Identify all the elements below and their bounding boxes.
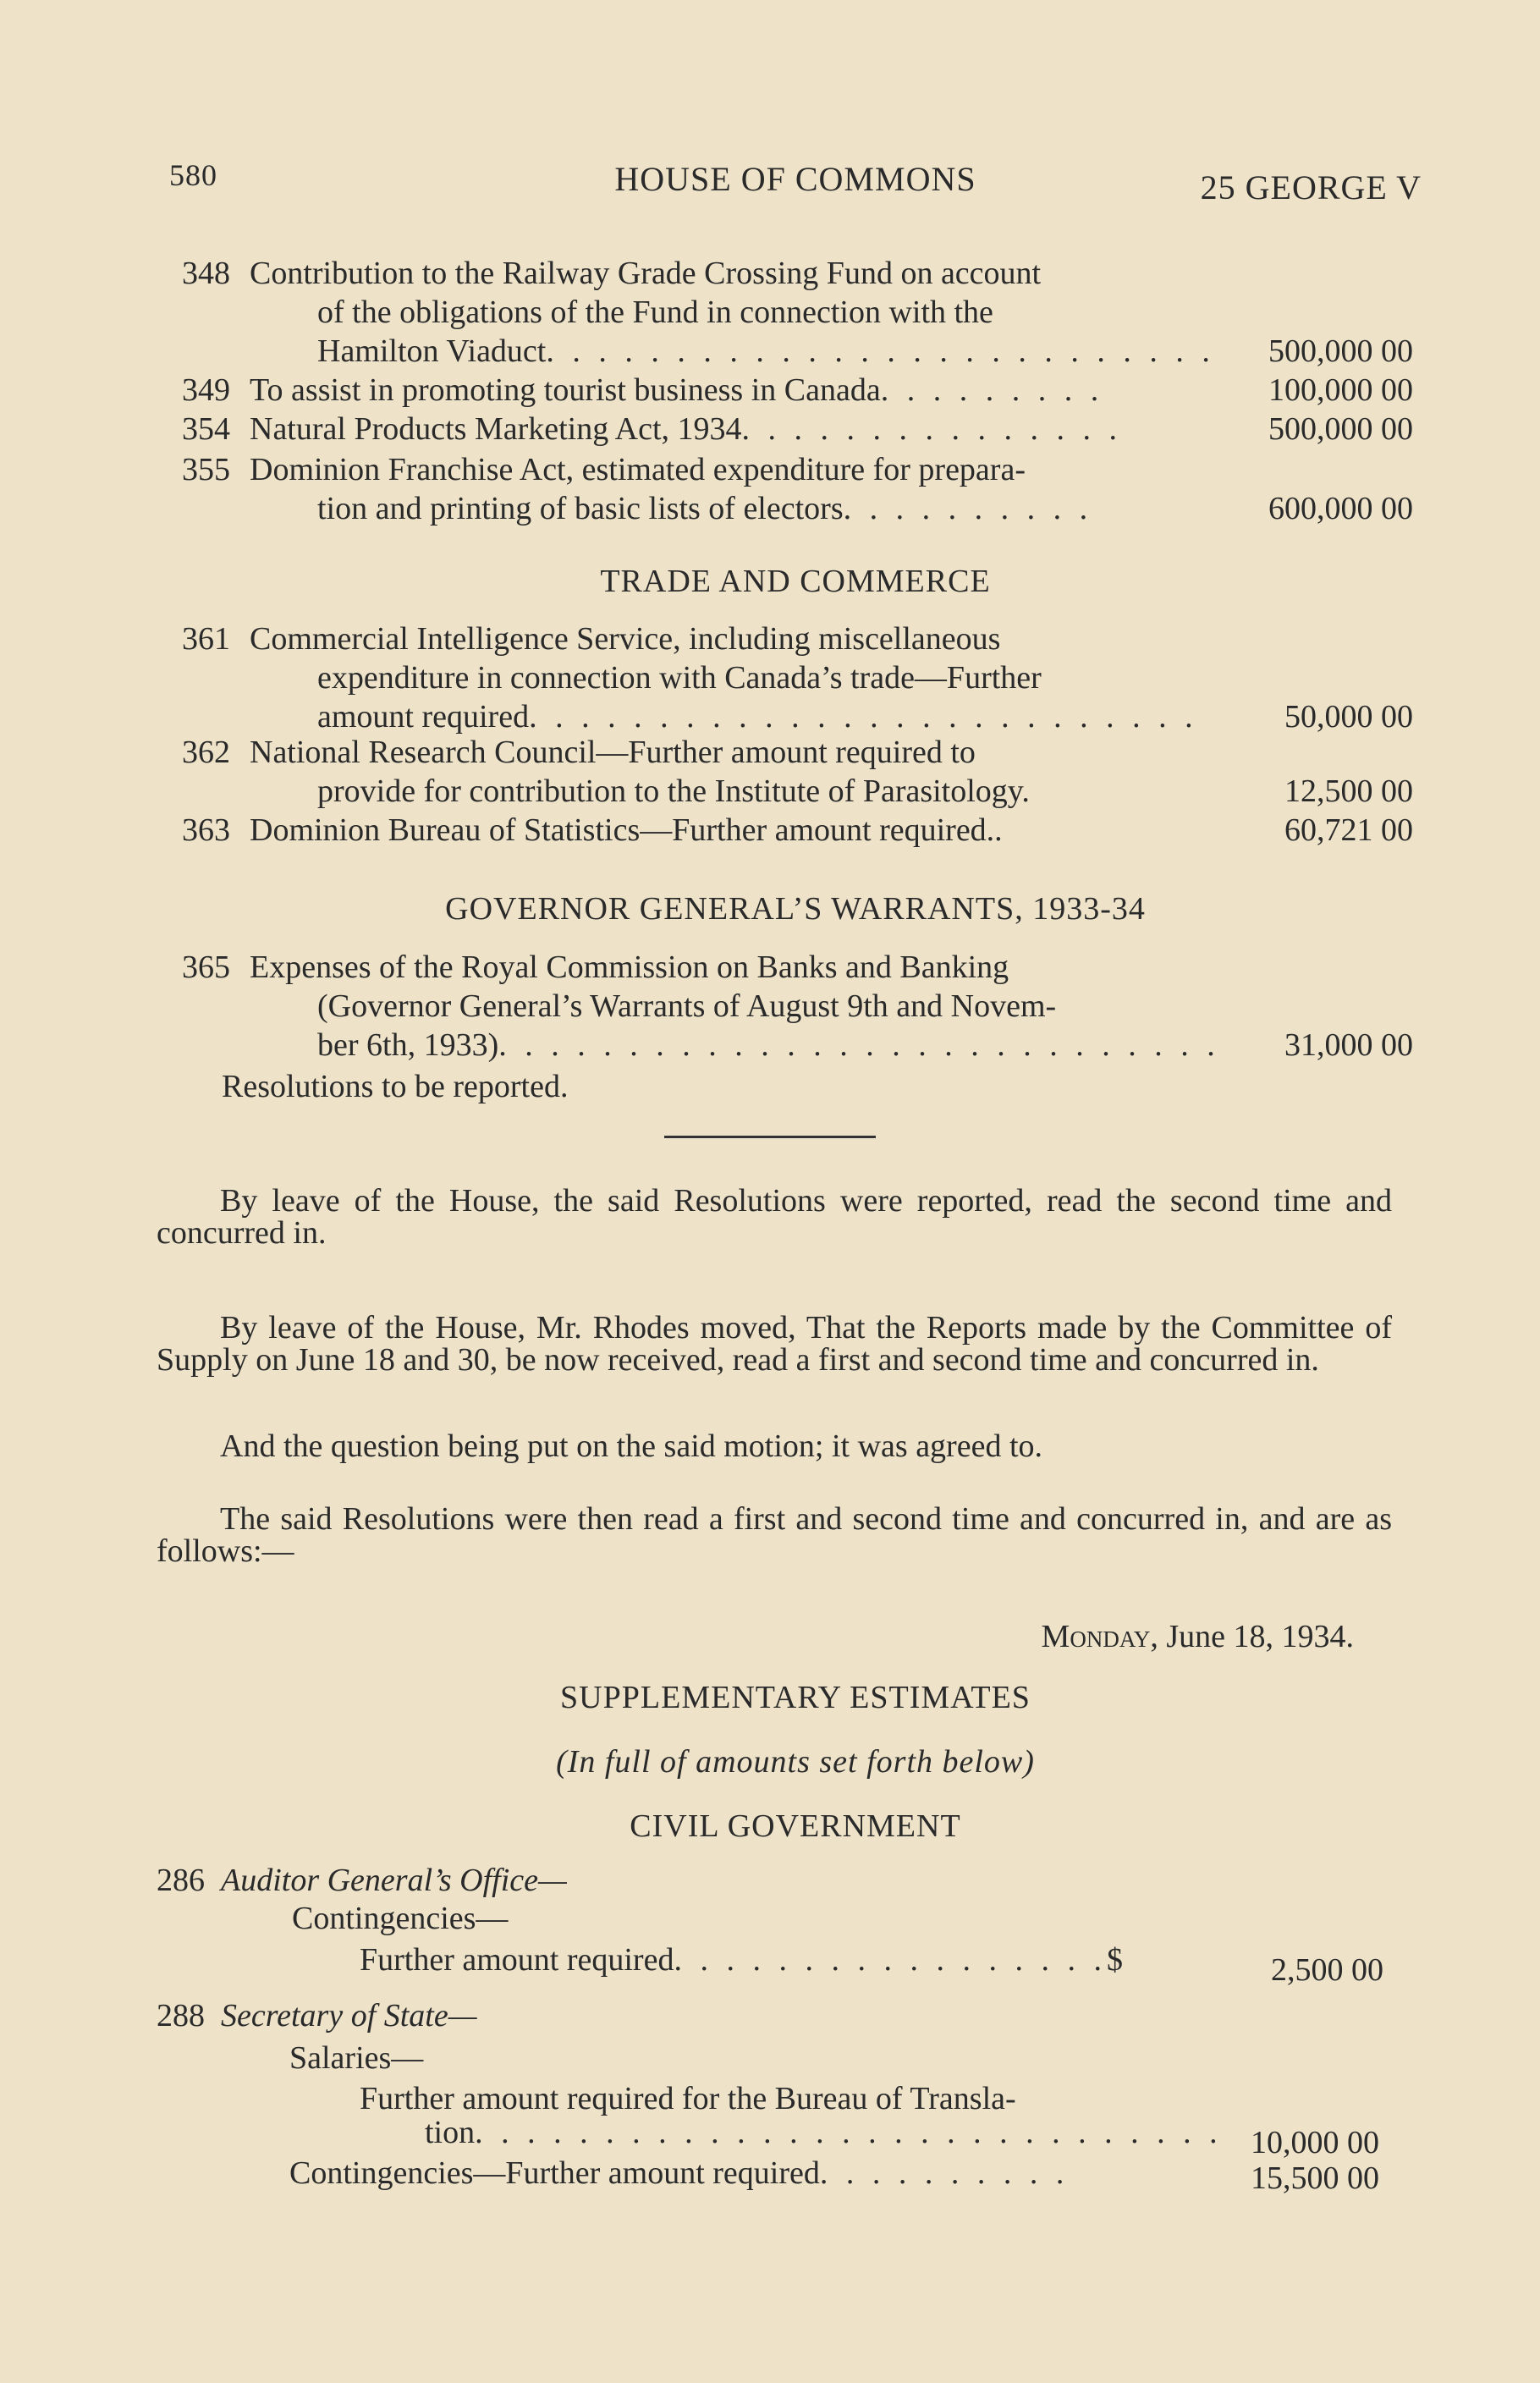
item-number: 363 <box>182 812 230 848</box>
estimate-item-361: 361 Commercial Intelligence Service, including miscellaneous expenditure in connection with Canada’s trade—Further amount required. . . . . . . . . . . . . . . . . . . . . . . . . . 50,000 00 <box>182 621 1413 735</box>
item-amount: 12,500 00 <box>1284 773 1413 809</box>
item-amount: 600,000 00 <box>1268 491 1413 526</box>
item-number: 349 <box>182 372 230 408</box>
item-line: Contribution to the Railway Grade Crossing Fund on account <box>250 256 1042 291</box>
subtitle-text: (In full of amounts set forth below) <box>556 1744 1035 1780</box>
item-amount: 50,000 00 <box>1284 699 1413 735</box>
item-line: To assist in promoting tourist business in Canada <box>250 372 881 408</box>
item-line: provide for contribution to the Institute of Parasitology. <box>317 773 1030 809</box>
civil-item-288 <box>157 1997 477 2034</box>
item-line: amount required <box>317 699 530 735</box>
resolutions-note: Resolutions to be reported. <box>222 1069 569 1104</box>
estimate-item-362 <box>182 733 1413 811</box>
section-heading-civil: CIVIL GOVERNMENT <box>630 1808 961 1844</box>
office-name: Auditor General’s Office— <box>221 1863 567 1898</box>
item-line: (Governor General’s Warrants of August 9th and Novem- <box>317 988 1057 1024</box>
paragraph-text: And the question being put on the said motion; it was agreed to. <box>220 1428 1043 1464</box>
item-line: of the obligations of the Fund in connection with the <box>317 294 993 330</box>
estimate-item-354: 354 Natural Products Marketing Act, 1934. . . . . . . . . . . . . . . 500,000 00 <box>182 411 1413 447</box>
civil-line: Further amount required for the Bureau of Transla- <box>360 2081 1016 2116</box>
item-amount: 2,500 00 <box>1271 1952 1383 1988</box>
item-line: ber 6th, 1933) <box>317 1027 499 1063</box>
section-heading-trade: TRADE AND COMMERCE <box>600 564 991 599</box>
estimate-item-355: 355 Dominion Franchise Act, estimated expenditure for prepara- tion and printing of basic lists of electors. . . . . . . . . . 600,000 00 <box>182 452 1413 526</box>
paragraph-4 <box>157 1503 1392 1567</box>
civil-line: tion. . . . . . . . . . . . . . . . . . . . . . . . . . . . . <box>425 2115 1223 2150</box>
paragraph-2 <box>157 1312 1392 1376</box>
item-amount: 10,000 00 <box>1251 2125 1379 2160</box>
estimate-item-363 <box>182 811 1413 850</box>
section-heading-warrants: GOVERNOR GENERAL’S WARRANTS, 1933-34 <box>445 891 1146 927</box>
supplementary-subtitle <box>169 1743 1422 1780</box>
item-number: 286 <box>157 1863 205 1898</box>
date-line <box>1042 1618 1354 1655</box>
item-amount: 500,000 00 <box>1268 333 1413 369</box>
estimate-item-365: 365 Expenses of the Royal Commission on Banks and Banking (Governor General’s Warrants of August 9th and Novem- ber 6th, 1933). . . . . . . . . . . . . . . . . . . . . . . . . . . . 31,000 00 <box>182 949 1413 1063</box>
supplementary-title: SUPPLEMENTARY ESTIMATES <box>560 1680 1031 1715</box>
item-line: Natural Products Marketing Act, 1934 <box>250 411 742 447</box>
item-amount: 60,721 00 <box>1284 812 1413 848</box>
item-line: Dominion Bureau of Statistics—Further amount required.. <box>250 812 1003 848</box>
line-text: Contingencies—Further amount required <box>289 2155 820 2191</box>
item-line: Hamilton Viaduct <box>317 333 547 369</box>
date-text: June 18, 1934. <box>1166 1619 1354 1654</box>
paragraph-3 <box>157 1430 1392 1462</box>
office-name: Secretary of State— <box>221 1998 477 2034</box>
line-text: tion <box>425 2115 476 2150</box>
date-weekday: Monday, <box>1041 1619 1158 1654</box>
item-line: Commercial Intelligence Service, including miscellaneous <box>250 621 1001 657</box>
paragraph-1 <box>157 1185 1392 1249</box>
civil-item-286 <box>157 1862 567 1899</box>
item-number: 348 <box>182 256 230 291</box>
estimate-item-349: 349 To assist in promoting tourist business in Canada. . . . . . . . . 100,000 00 <box>182 372 1413 408</box>
item-number: 288 <box>157 1998 205 2034</box>
item-line: Expenses of the Royal Commission on Banks and Banking <box>250 949 1009 985</box>
item-line: tion and printing of basic lists of electors <box>317 491 844 526</box>
item-line: National Research Council—Further amount required to <box>250 735 976 770</box>
item-amount: 500,000 00 <box>1268 411 1413 447</box>
item-amount: 31,000 00 <box>1284 1027 1413 1063</box>
line-text: Further amount required <box>360 1942 674 1978</box>
sub-heading: Contingencies— <box>292 1901 509 1936</box>
page-title: HOUSE OF COMMONS <box>614 160 976 198</box>
paragraph-text: By leave of the House, Mr. Rhodes moved, That the Reports made by the Committee of Supply on June 18 and 30, be now received, read a first and second time and concurred in. <box>157 1310 1392 1378</box>
item-line: expenditure in connection with Canada’s trade—Further <box>317 660 1042 696</box>
item-number: 365 <box>182 949 230 985</box>
paragraph-text: The said Resolutions were then read a first and second time and concurred in, and are as follows:— <box>157 1501 1392 1569</box>
item-amount: 15,500 00 <box>1251 2160 1379 2196</box>
item-number: 361 <box>182 621 230 657</box>
running-header <box>169 151 1422 206</box>
page-number: 580 <box>169 158 217 192</box>
section-divider <box>664 1136 876 1138</box>
paragraph-text: By leave of the House, the said Resolutions were reported, read the second time and concurred in. <box>157 1183 1392 1251</box>
currency-symbol: $ <box>1106 1942 1123 1978</box>
sub-heading: Salaries— <box>289 2040 424 2076</box>
civil-line: Further amount required. . . . . . . . . . . . . . . . .$ <box>360 1942 1123 1978</box>
item-number: 354 <box>182 411 230 447</box>
regnal-year: 25 GEORGE V <box>1200 168 1422 206</box>
estimate-item-348: 348 Contribution to the Railway Grade Crossing Fund on account of the obligations of the Fund in connection with the Hamilton Viaduct. . . . . . . . . . . . . . . . . . . . . . . . . . 500,000 00 <box>182 256 1413 369</box>
item-number: 362 <box>182 735 230 770</box>
civil-line: Contingencies—Further amount required. . . . . . . . . . <box>289 2155 1070 2191</box>
item-amount: 100,000 00 <box>1268 372 1413 408</box>
item-number: 355 <box>182 452 230 487</box>
item-line: Dominion Franchise Act, estimated expenditure for prepara- <box>250 452 1026 487</box>
